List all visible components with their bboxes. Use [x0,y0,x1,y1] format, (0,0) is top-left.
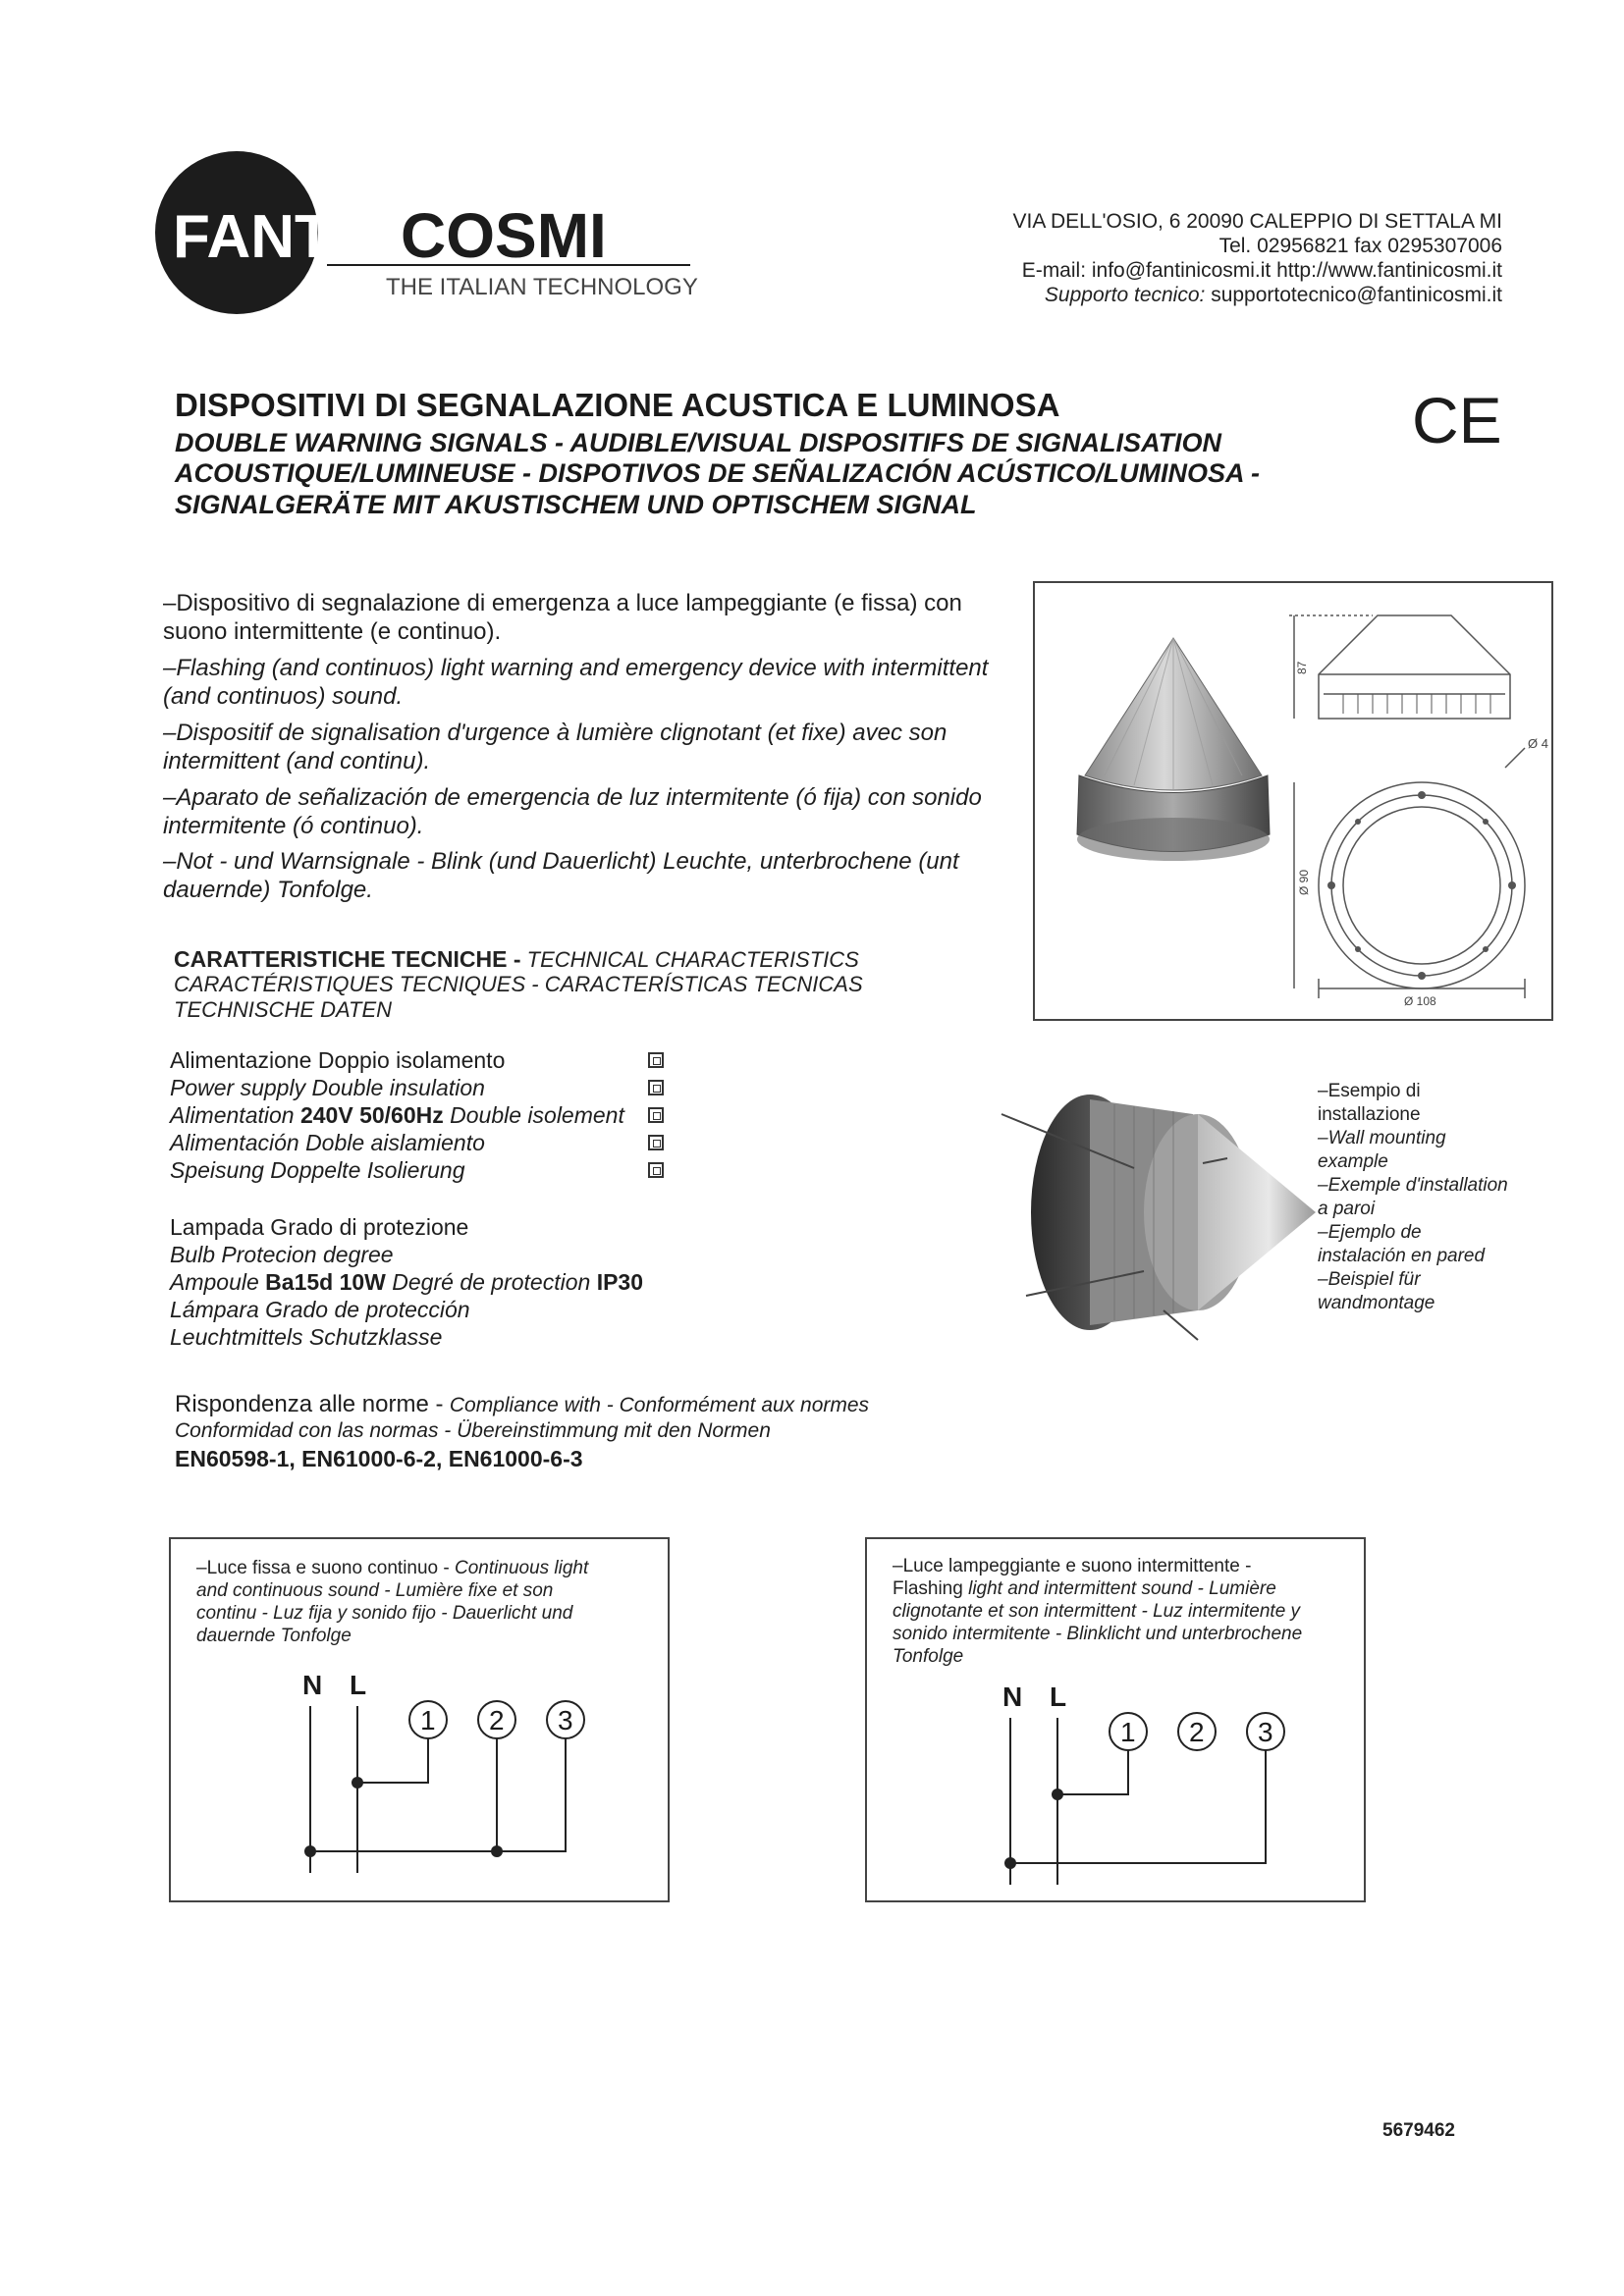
company-address: VIA DELL'OSIO, 6 20090 CALEPPIO DI SETTALA MI [1012,210,1502,233]
lamp-bulb: Ba15d 10W [265,1269,386,1295]
lamp-fr [170,1268,643,1296]
power-fr [170,1101,624,1129]
support-label: Supporto tecnico: [1044,284,1206,306]
power-de: Speisung Doppelte Isolierung [170,1157,465,1183]
ce-mark-text: CE [1412,384,1502,456]
norms-line-1-rest: Compliance with - Conformément aux normes [449,1394,870,1416]
power-en: Power supply Double insulation [170,1075,485,1100]
lamp-es: Lámpara Grado de protección [170,1297,470,1322]
logo-word-cosmi: COSMI [401,200,607,271]
fantini-cosmi-logo [155,149,705,316]
example-es: –Ejemplo de instalación en pared [1318,1222,1486,1266]
tech-heading [174,946,859,973]
tech-heading-rest: TECHNICAL CHARACTERISTICS [526,947,859,972]
power-fr-prefix: Alimentation [170,1102,295,1128]
norms-standards: EN60598-1, EN61000-6-2, EN61000-6-3 [175,1446,583,1471]
example-en: –Wall mounting example [1318,1128,1446,1172]
wiring-right-line-2b: light and intermittent sound - Lumière [968,1578,1276,1599]
logo-tagline: THE ITALIAN TECHNOLOGY [386,274,698,300]
terminal-3-label: 3 [558,1705,573,1735]
wiring-right-line-3: clignotante et son intermittent - Luz intermitente y [893,1601,1301,1622]
power-fr-suffix: Double isolement [450,1102,624,1128]
tech-heading-bold: CARATTERISTICHE TECNICHE - [174,946,521,972]
tech-heading-line-3: TECHNISCHE DATEN [174,997,393,1022]
example-fr: –Exemple d'installation a paroi [1318,1175,1508,1219]
wiring-left-line-1b: Continuous light [455,1558,589,1578]
company-support [1045,283,1502,307]
document-number: 5679462 [1382,2120,1455,2141]
terminal-l-label: L [1050,1682,1067,1712]
lamp-photo [1065,628,1281,883]
dimension-height: 87 [1295,661,1309,674]
dimension-hole: Ø 4 [1528,736,1548,751]
lamp-fr-prefix: Ampoule [170,1269,259,1295]
power-es: Alimentación Doble aislamiento [170,1130,485,1155]
norms-it: Rispondenza alle norme - [175,1391,444,1417]
terminal-3-label: 3 [1258,1717,1273,1747]
subtitle-line-1: DOUBLE WARNING SIGNALS - AUDIBLE/VISUAL DISPOSITIFS DE SIGNALISATION [175,428,1222,457]
wiring-left-line-4: dauernde Tonfolge [196,1626,352,1646]
double-insulation-symbol [648,1162,664,1178]
wiring-left-diagram [171,1539,668,1900]
description-en: –Flashing (and continuos) light warning and emergency device with intermittent (and continuos) sound. [163,655,989,710]
norms-line-1 [175,1390,869,1419]
company-email: E-mail: info@fantinicosmi.it http://www.fantinicosmi.it [1021,259,1502,282]
dimension-drawing [1284,601,1548,1011]
description-es: –Aparato de señalización de emergencia de luz intermitente (ó fija) con sonido intermitente (ó continuo). [163,784,982,839]
wiring-left-line-1a: –Luce fissa e suono continuo - [196,1558,450,1578]
subtitle-line-3: SIGNALGERÄTE MIT AKUSTISCHEM UND OPTISCHEM SIGNAL [175,490,977,519]
company-phone: Tel. 02956821 fax 0295307006 [1218,235,1502,257]
terminal-1-label: 1 [420,1705,436,1735]
double-insulation-symbol [648,1080,664,1095]
wiring-box-continuous [169,1537,670,1902]
wiring-right-line-1: –Luce lampeggiante e suono intermittente - [893,1556,1252,1576]
terminal-l-label: L [350,1670,367,1700]
dimension-inner: Ø 90 [1297,869,1311,895]
wiring-right-line-2a: Flashing [893,1578,963,1599]
ce-mark [1412,384,1502,456]
wiring-right-line-4: sonido intermitente - Blinklicht und unterbrochene [893,1624,1303,1644]
terminal-n-label: N [302,1670,323,1700]
power-voltage: 240V 50/60Hz [299,1102,444,1128]
description-it: –Dispositivo di segnalazione di emergenza a luce lampeggiante (e fissa) con suono intermittente (e continuo). [163,590,962,645]
tech-heading-line-2: CARACTÉRISTIQUES TECNIQUES - CARACTERÍSTICAS TECNICAS [174,972,863,996]
terminal-2-label: 2 [1189,1717,1205,1747]
example-de: –Beispiel für wandmontage [1318,1269,1435,1313]
description-de: –Not - und Warnsignale - Blink (und Dauerlicht) Leuchte, unterbrochene (unt dauernde) Tonfolge. [163,848,959,903]
wiring-left-line-2: and continuous sound - Lumière fixe et son [196,1580,554,1601]
wiring-right-diagram [867,1539,1364,1900]
wiring-box-flashing [865,1537,1366,1902]
lamp-de: Leuchtmittels Schutzklasse [170,1324,443,1350]
description-fr: –Dispositif de signalisation d'urgence à lumière clignotant (et fixe) avec son intermittent (and continu). [163,720,947,774]
lamp-ip-rating: IP30 [596,1269,644,1295]
wiring-left-line-3: continu - Luz fija y sonido fijo - Dauerlicht und [196,1603,573,1624]
page-title: DISPOSITIVI DI SEGNALAZIONE ACUSTICA E LUMINOSA [175,387,1060,423]
lamp-it: Lampada Grado di protezione [170,1214,469,1240]
double-insulation-symbol [648,1052,664,1068]
lamp-en: Bulb Protecion degree [170,1242,394,1267]
dimension-outer: Ø 108 [1404,994,1436,1008]
double-insulation-symbol [648,1135,664,1150]
example-it: –Esempio di installazione [1318,1081,1421,1125]
double-insulation-symbol [648,1107,664,1123]
wall-mounting-photo [997,1075,1326,1350]
terminal-n-label: N [1002,1682,1023,1712]
lamp-fr-mid: Degré de protection [392,1269,591,1295]
subtitle-line-2: ACOUSTIQUE/LUMINEUSE - DISPOTIVOS DE SEÑALIZACIÓN ACÚSTICO/LUMINOSA - [175,458,1261,488]
norms-line-2: Conformidad con las normas - Übereinstimmung mit den Normen [175,1419,771,1442]
wiring-right-line-5: Tonfolge [893,1646,964,1667]
logo-word-fantini: FANTINI [173,203,410,271]
terminal-1-label: 1 [1120,1717,1136,1747]
power-it: Alimentazione Doppio isolamento [170,1047,506,1073]
support-email: supportotecnico@fantinicosmi.it [1211,284,1502,306]
terminal-2-label: 2 [489,1705,505,1735]
